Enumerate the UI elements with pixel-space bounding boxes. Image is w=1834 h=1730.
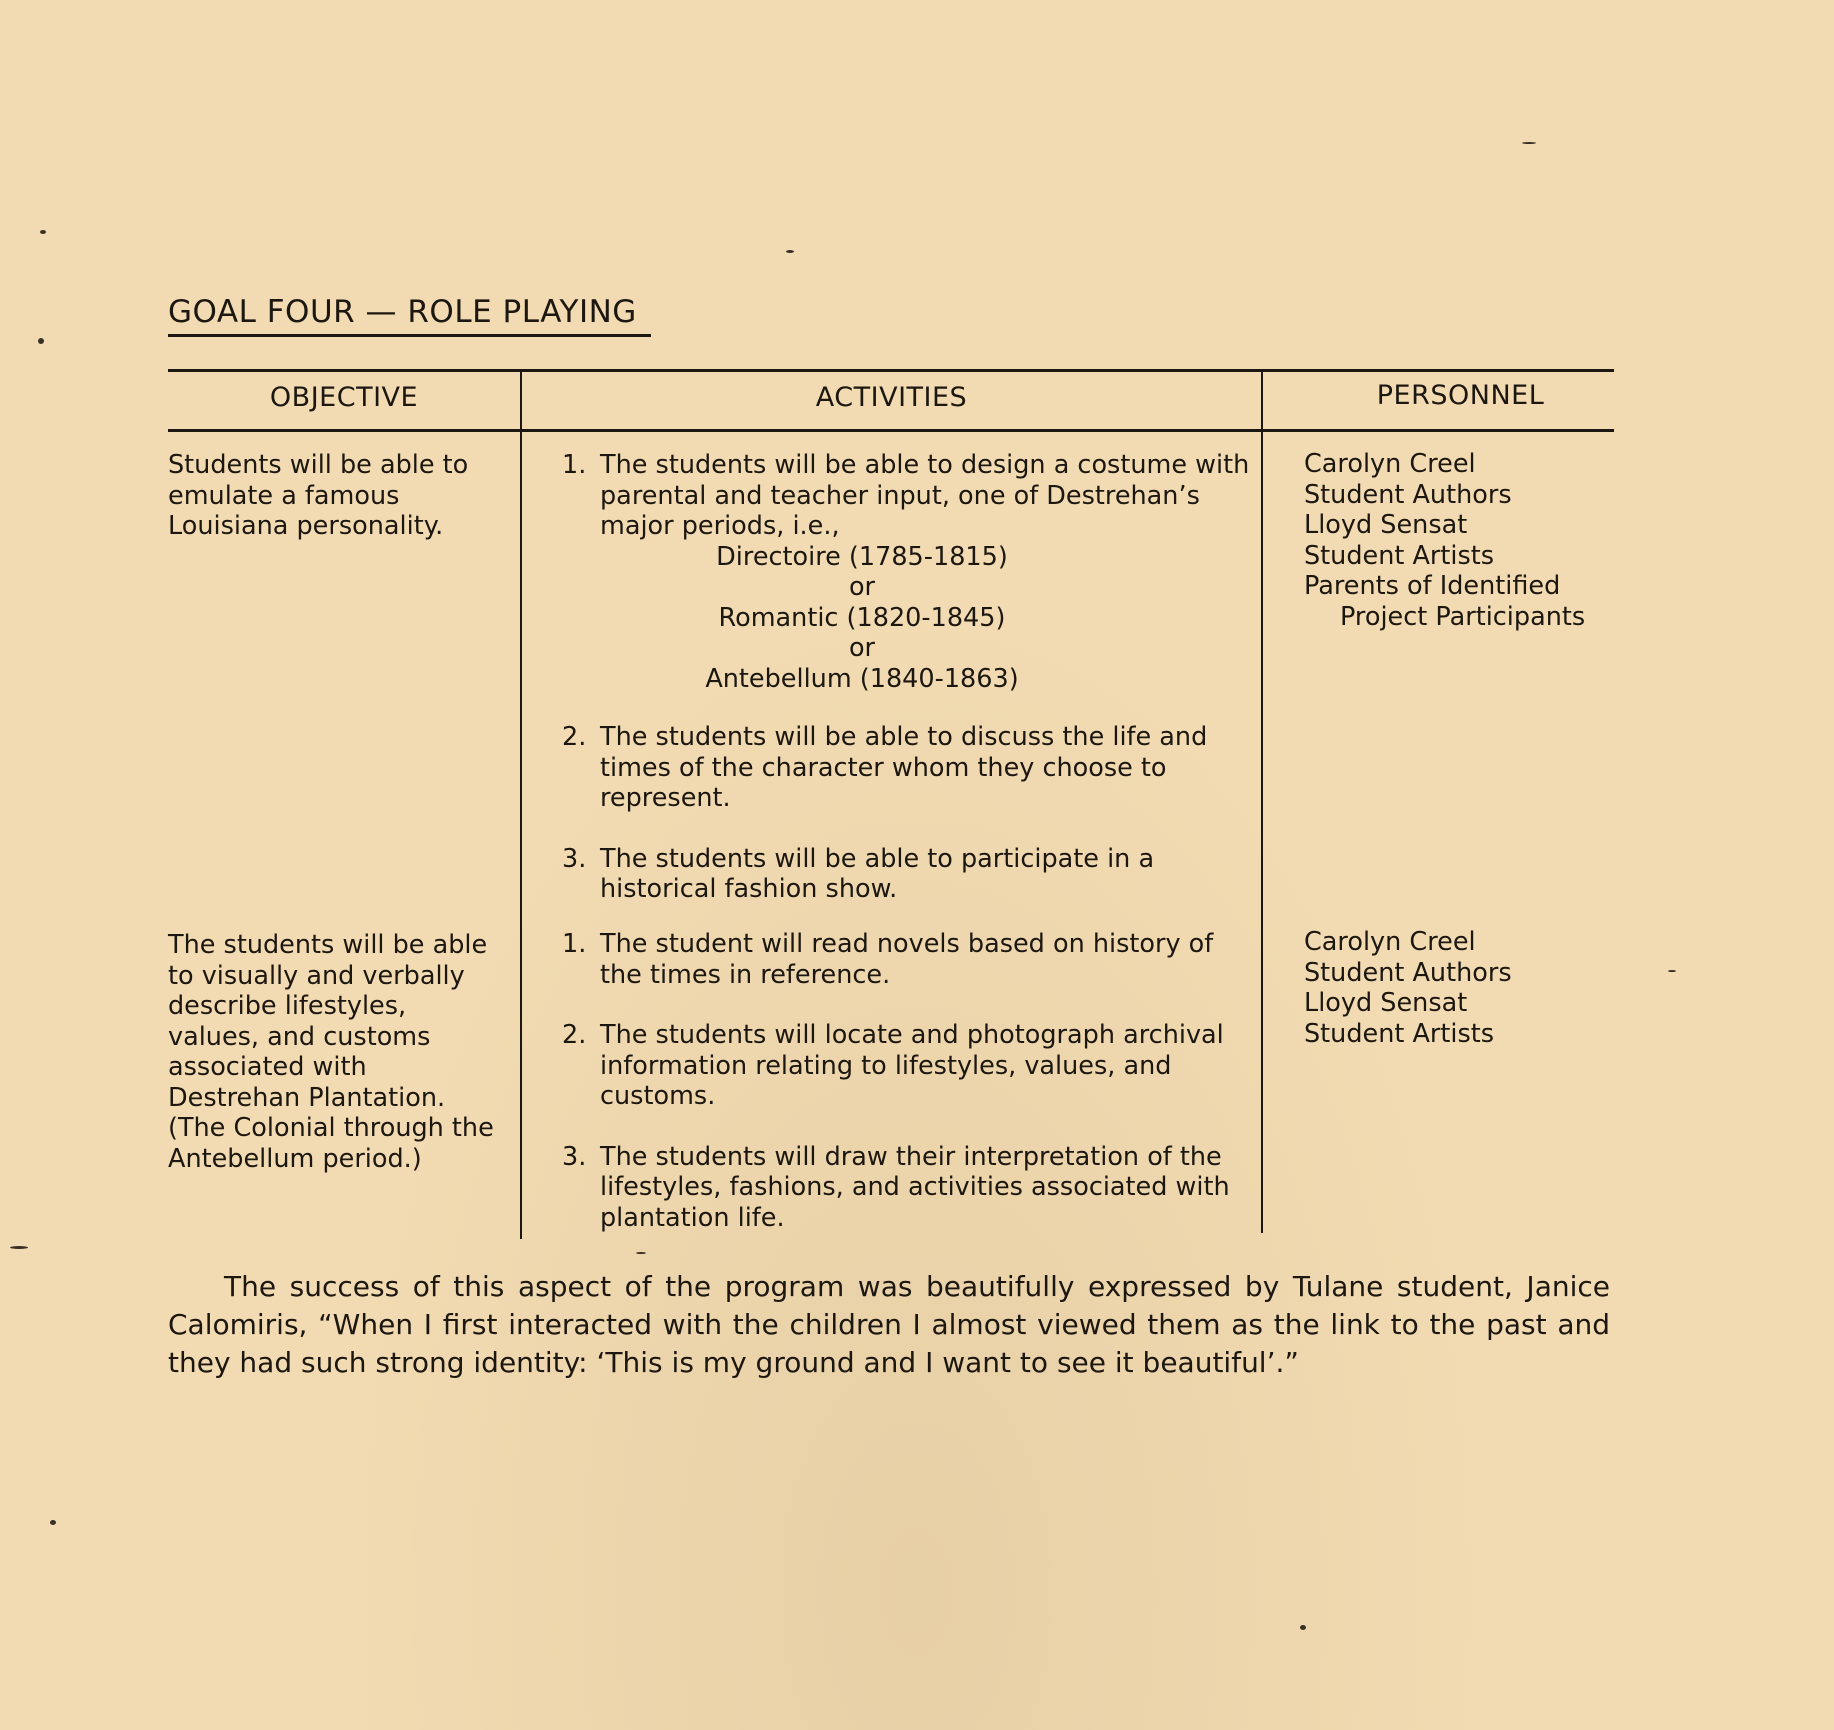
- table-top-rule: [168, 369, 1614, 372]
- period-romantic: Romantic (1820-1845): [718, 602, 1006, 633]
- activity-item: [562, 722, 1262, 814]
- paper-speck: [1522, 142, 1536, 144]
- period-directoire: Directoire (1785-1815): [716, 541, 1008, 572]
- activity-text: The student will read novels based on history of the times in reference.: [600, 929, 1214, 990]
- activities-row-1: [562, 450, 1262, 935]
- objective-row-1: Students will be able to emulate a famous Louisiana personality.: [168, 450, 469, 541]
- activity-item: [562, 929, 1262, 990]
- activity-number: 2.: [562, 1020, 587, 1050]
- objective-column-header: OBJECTIVE: [269, 382, 419, 413]
- activity-text: The students will be able to design a costume with parental and teacher input, one of Destrehan’s major periods, i.e.,: [600, 450, 1250, 541]
- personnel-column-header: PERSONNEL: [1376, 380, 1545, 411]
- personnel-name: Carolyn Creel: [1304, 449, 1476, 479]
- period-or: or: [848, 572, 876, 602]
- activity-number: 2.: [562, 722, 587, 752]
- activity-text: The students will locate and photograph archival information relating to lifestyles, values, and customs.: [600, 1020, 1224, 1111]
- personnel-name: Student Authors: [1304, 479, 1512, 510]
- activity-item: [562, 450, 1262, 542]
- paper-speck: [1300, 1625, 1306, 1630]
- activity-number: 1.: [562, 450, 587, 480]
- activities-column-header: ACTIVITIES: [815, 382, 968, 413]
- personnel-row-2: [1304, 927, 1634, 1049]
- activity-text: The students will be able to participate in a historical fashion show.: [600, 843, 1155, 904]
- activity-number: 3.: [562, 1141, 587, 1172]
- period-list: [602, 542, 1122, 695]
- activity-number: 1.: [562, 929, 587, 959]
- personnel-name: Project Participants: [1340, 601, 1586, 632]
- period-or: or: [848, 633, 876, 663]
- closing-paragraph: [168, 1268, 1610, 1382]
- table-header-rule: [168, 429, 1614, 432]
- objective-row-2: The students will be able to visually and verbally describe lifestyles, values, and customs associated with Destrehan Plantation. (The Colonial through the Antebellum period.): [168, 930, 494, 1174]
- goal-title: GOAL FOUR — ROLE PLAYING: [168, 294, 651, 337]
- activity-text: The students will draw their interpretation of the lifestyles, fashions, and activities associated with plantation life.: [600, 1141, 1230, 1233]
- closing-text: The success of this aspect of the program was beautifully expressed by Tulane student, Janice Calomiris, “When I first interacted with the children I almost viewed them as the link to the past and they had such strong identity: ‘This is my ground and I want to see it beautiful’.”: [168, 1270, 1610, 1379]
- period-antebellum: Antebellum (1840-1863): [705, 663, 1019, 694]
- paper-speck: [40, 230, 46, 234]
- personnel-name: Parents of Identified: [1304, 571, 1561, 601]
- paper-speck: [1668, 970, 1676, 972]
- activity-item: [562, 844, 1262, 905]
- paper-speck: [38, 338, 44, 344]
- activity-text: The students will be able to discuss the life and times of the character whom they choose to represent.: [600, 722, 1208, 813]
- paper-speck: [636, 1252, 646, 1254]
- column-divider-left: [520, 369, 522, 1239]
- personnel-name: Student Artists: [1304, 1018, 1495, 1049]
- personnel-name: Lloyd Sensat: [1304, 510, 1468, 540]
- paper-speck: [786, 250, 794, 253]
- activities-row-2: [562, 929, 1262, 1233]
- personnel-name: Carolyn Creel: [1304, 927, 1476, 957]
- paper-speck: [10, 1246, 28, 1249]
- personnel-name: Lloyd Sensat: [1304, 988, 1468, 1018]
- activity-item: [562, 1020, 1262, 1112]
- activity-item: [562, 1142, 1262, 1234]
- personnel-row-1: [1304, 449, 1634, 632]
- personnel-name: Student Artists: [1304, 540, 1495, 571]
- personnel-name: Student Authors: [1304, 957, 1512, 988]
- activity-number: 3.: [562, 843, 587, 874]
- paper-speck: [50, 1520, 56, 1525]
